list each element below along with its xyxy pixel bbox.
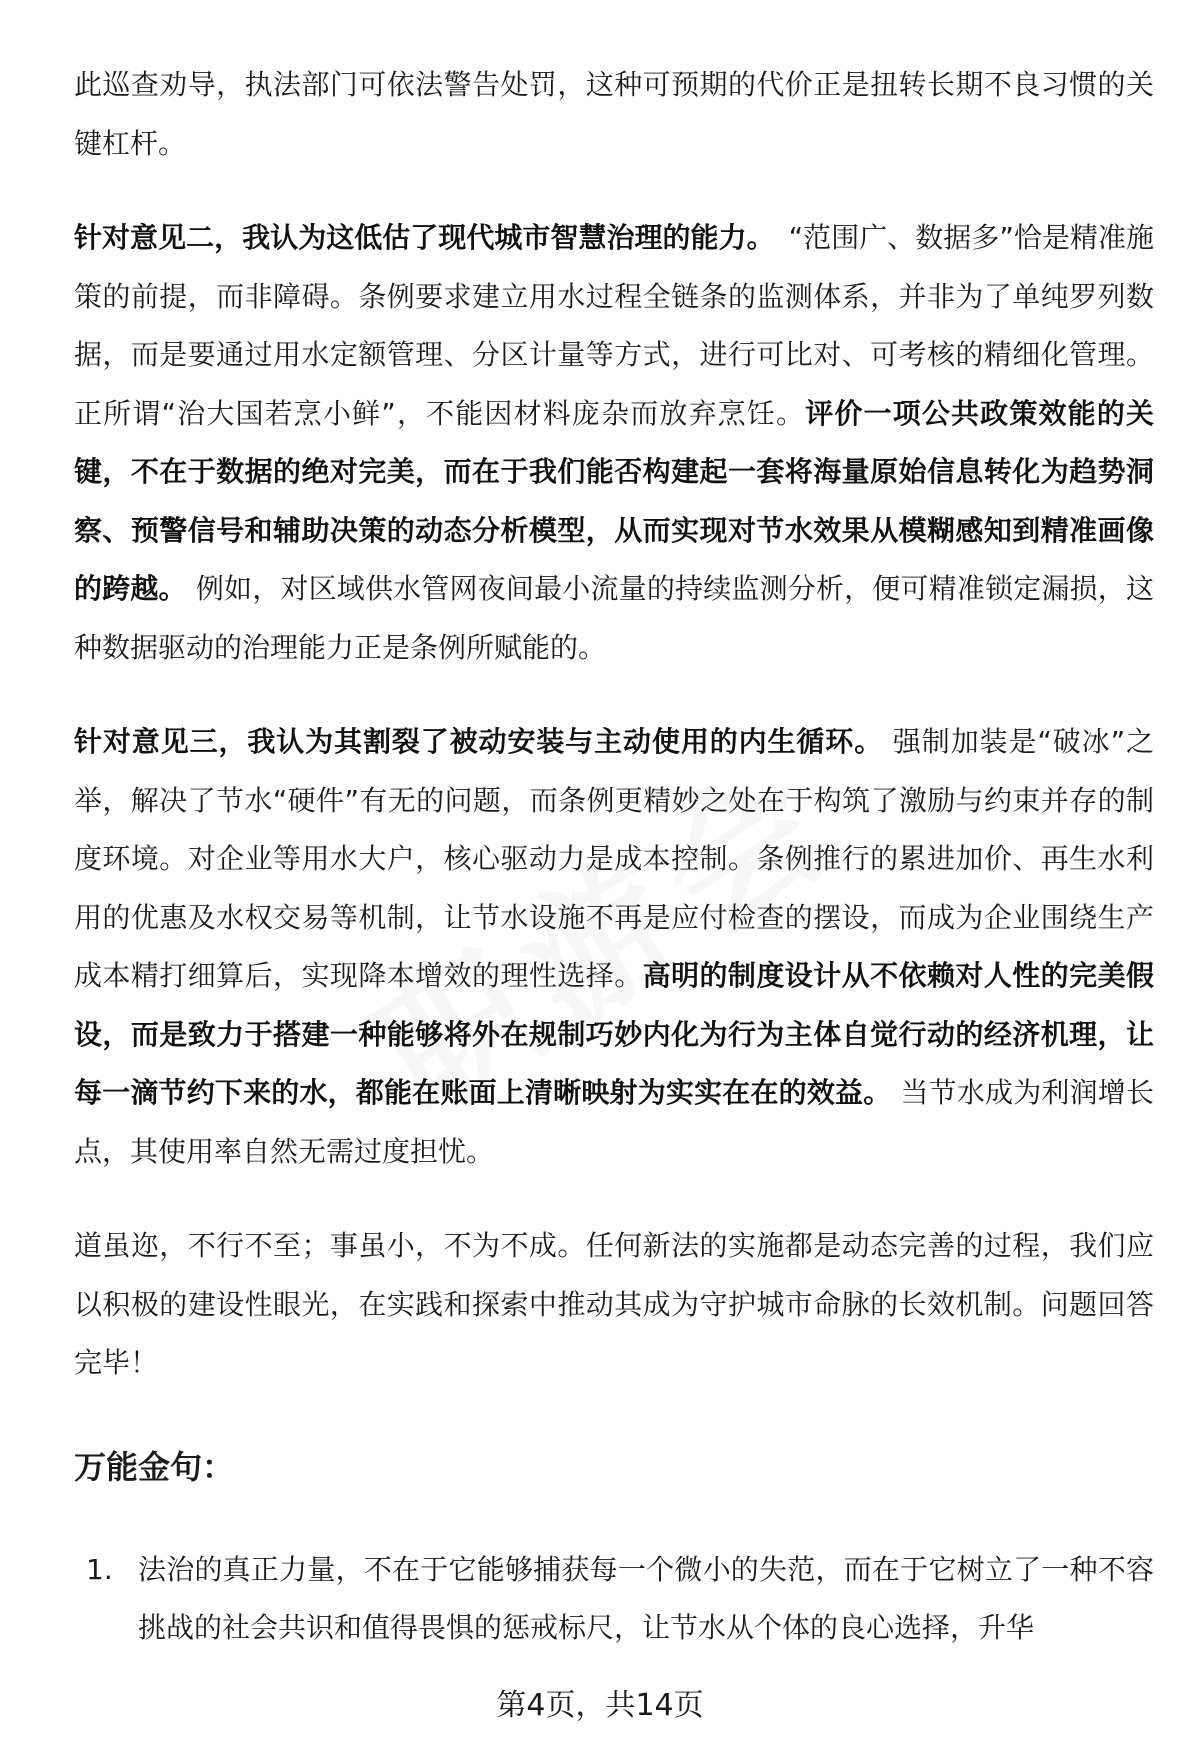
paragraph-2-example: 例如，对区域供水管网夜间最小流量的持续监测分析，便可精准锁定漏损，这种数据驱动的治理能力正是条例所赋能的。 bbox=[74, 572, 1154, 664]
paragraph-1: 此巡查劝导，执法部门可依法警告处罚，这种可预期的代价正是扭转长期不良习惯的关键杠杆。 bbox=[74, 68, 1154, 160]
list-item bbox=[74, 1541, 1154, 1658]
paragraph-2-emphasis: 评价一项公共政策效能的关键，不在于数据的绝对完美，而在于我们能否构建起一套将海量原始信息转化为趋势洞察、预警信号和辅助决策的动态分析模型，从而实现对节水效果从模糊感知到精准画像的跨越。 bbox=[74, 396, 1154, 605]
list-text: 法治的真正力量，不在于它能够捕获每一个微小的失范，而在于它树立了一种不容挑战的社会共识和值得畏惧的惩戒标尺，让节水从个体的良心选择，升华 bbox=[138, 1552, 1154, 1644]
paragraph-3-body: 强制加装是“破冰”之举，解决了节水“硬件”有无的问题，而条例更精妙之处在于构筑了激励与约束并存的制度环境。对企业等用水大户，核心驱动力是成本控制。条例推行的累进加价、再生水利用的优惠及水权交易等机制，让节水设施不再是应付检查的摆设，而成为企业围绕生产成本精打细算后，实现降本增效的理性选择。 bbox=[74, 725, 1154, 992]
paragraph-opinion-2 bbox=[74, 209, 1154, 677]
list-number: 1. bbox=[86, 1552, 113, 1586]
document-body bbox=[74, 56, 1154, 1658]
paragraph-2-body: “范围广、数据多”恰是精准施策的前提，而非障碍。条例要求建立用水过程全链条的监测体系，并非为了单纯罗列数据，而是要通过用水定额管理、分区计量等方式，进行可比对、可考核的精细化管理。正所谓“治大国若烹小鲜”，不能因材料庞杂而放弃烹饪。 bbox=[74, 221, 1154, 430]
paragraph-3-lead: 针对意见三，我认为其割裂了被动安装与主动使用的内生循环。 bbox=[74, 725, 884, 758]
paragraph-closing: 道虽迩，不行不至；事虽小，不为不成。任何新法的实施都是动态完善的过程，我们应以积极的建设性眼光，在实践和探索中推动其成为守护城市命脉的长效机制。问题回答完毕！ bbox=[74, 1229, 1154, 1379]
paragraph-3-emphasis: 高明的制度设计从不依赖对人性的完美假设，而是致力于搭建一种能够将外在规制巧妙内化为行为主体自觉行动的经济机理，让每一滴节约下来的水，都能在账面上清晰映射为实实在在的效益。 bbox=[74, 959, 1154, 1109]
paragraph-3-conclusion: 当节水成为利润增长点，其使用率自然无需过度担忧。 bbox=[74, 1076, 1154, 1168]
page-footer: 第4页，共14页 bbox=[496, 1688, 704, 1723]
paragraph-opinion-3 bbox=[74, 713, 1154, 1181]
section-heading: 万能金句： bbox=[74, 1447, 235, 1486]
paragraph-2-lead: 针对意见二，我认为这低估了现代城市智慧治理的能力。 bbox=[74, 221, 761, 254]
